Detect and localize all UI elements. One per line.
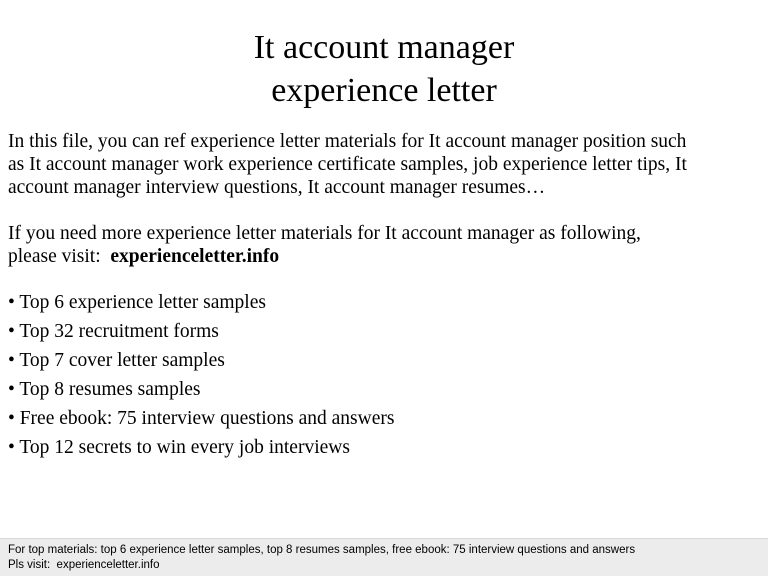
list-item: • Top 32 recruitment forms (8, 321, 219, 342)
list-item: • Top 6 experience letter samples (8, 292, 266, 313)
visit-line-1: If you need more experience letter materials for It account manager as following, (8, 223, 641, 244)
page-title-line-2: experience letter (271, 72, 497, 109)
intro-line-1: In this file, you can ref experience letter materials for It account manager position such (8, 131, 687, 152)
materials-list (8, 291, 760, 465)
list-item: • Top 8 resumes samples (8, 379, 201, 400)
visit-paragraph (8, 222, 760, 268)
footer-bar (0, 538, 768, 576)
intro-line-3: account manager interview questions, It account manager resumes… (8, 177, 546, 198)
page-title-line-1: It account manager (253, 29, 515, 66)
footer-line-2: Pls visit: experienceletter.info (8, 559, 160, 571)
list-item: • Top 7 cover letter samples (8, 350, 225, 371)
list-item: • Top 12 secrets to win every job interviews (8, 437, 350, 458)
website-link[interactable]: experienceletter.info (110, 246, 280, 267)
intro-paragraph (8, 130, 760, 199)
intro-line-2: as It account manager work experience certificate samples, job experience letter tips, It (8, 154, 687, 175)
footer-line-1: For top materials: top 6 experience letter samples, top 8 resumes samples, free ebook: 75 interview questions and answers (8, 544, 636, 556)
list-item: • Free ebook: 75 interview questions and answers (8, 408, 395, 429)
visit-prefix: please visit: (8, 246, 111, 267)
main-content (8, 130, 760, 465)
